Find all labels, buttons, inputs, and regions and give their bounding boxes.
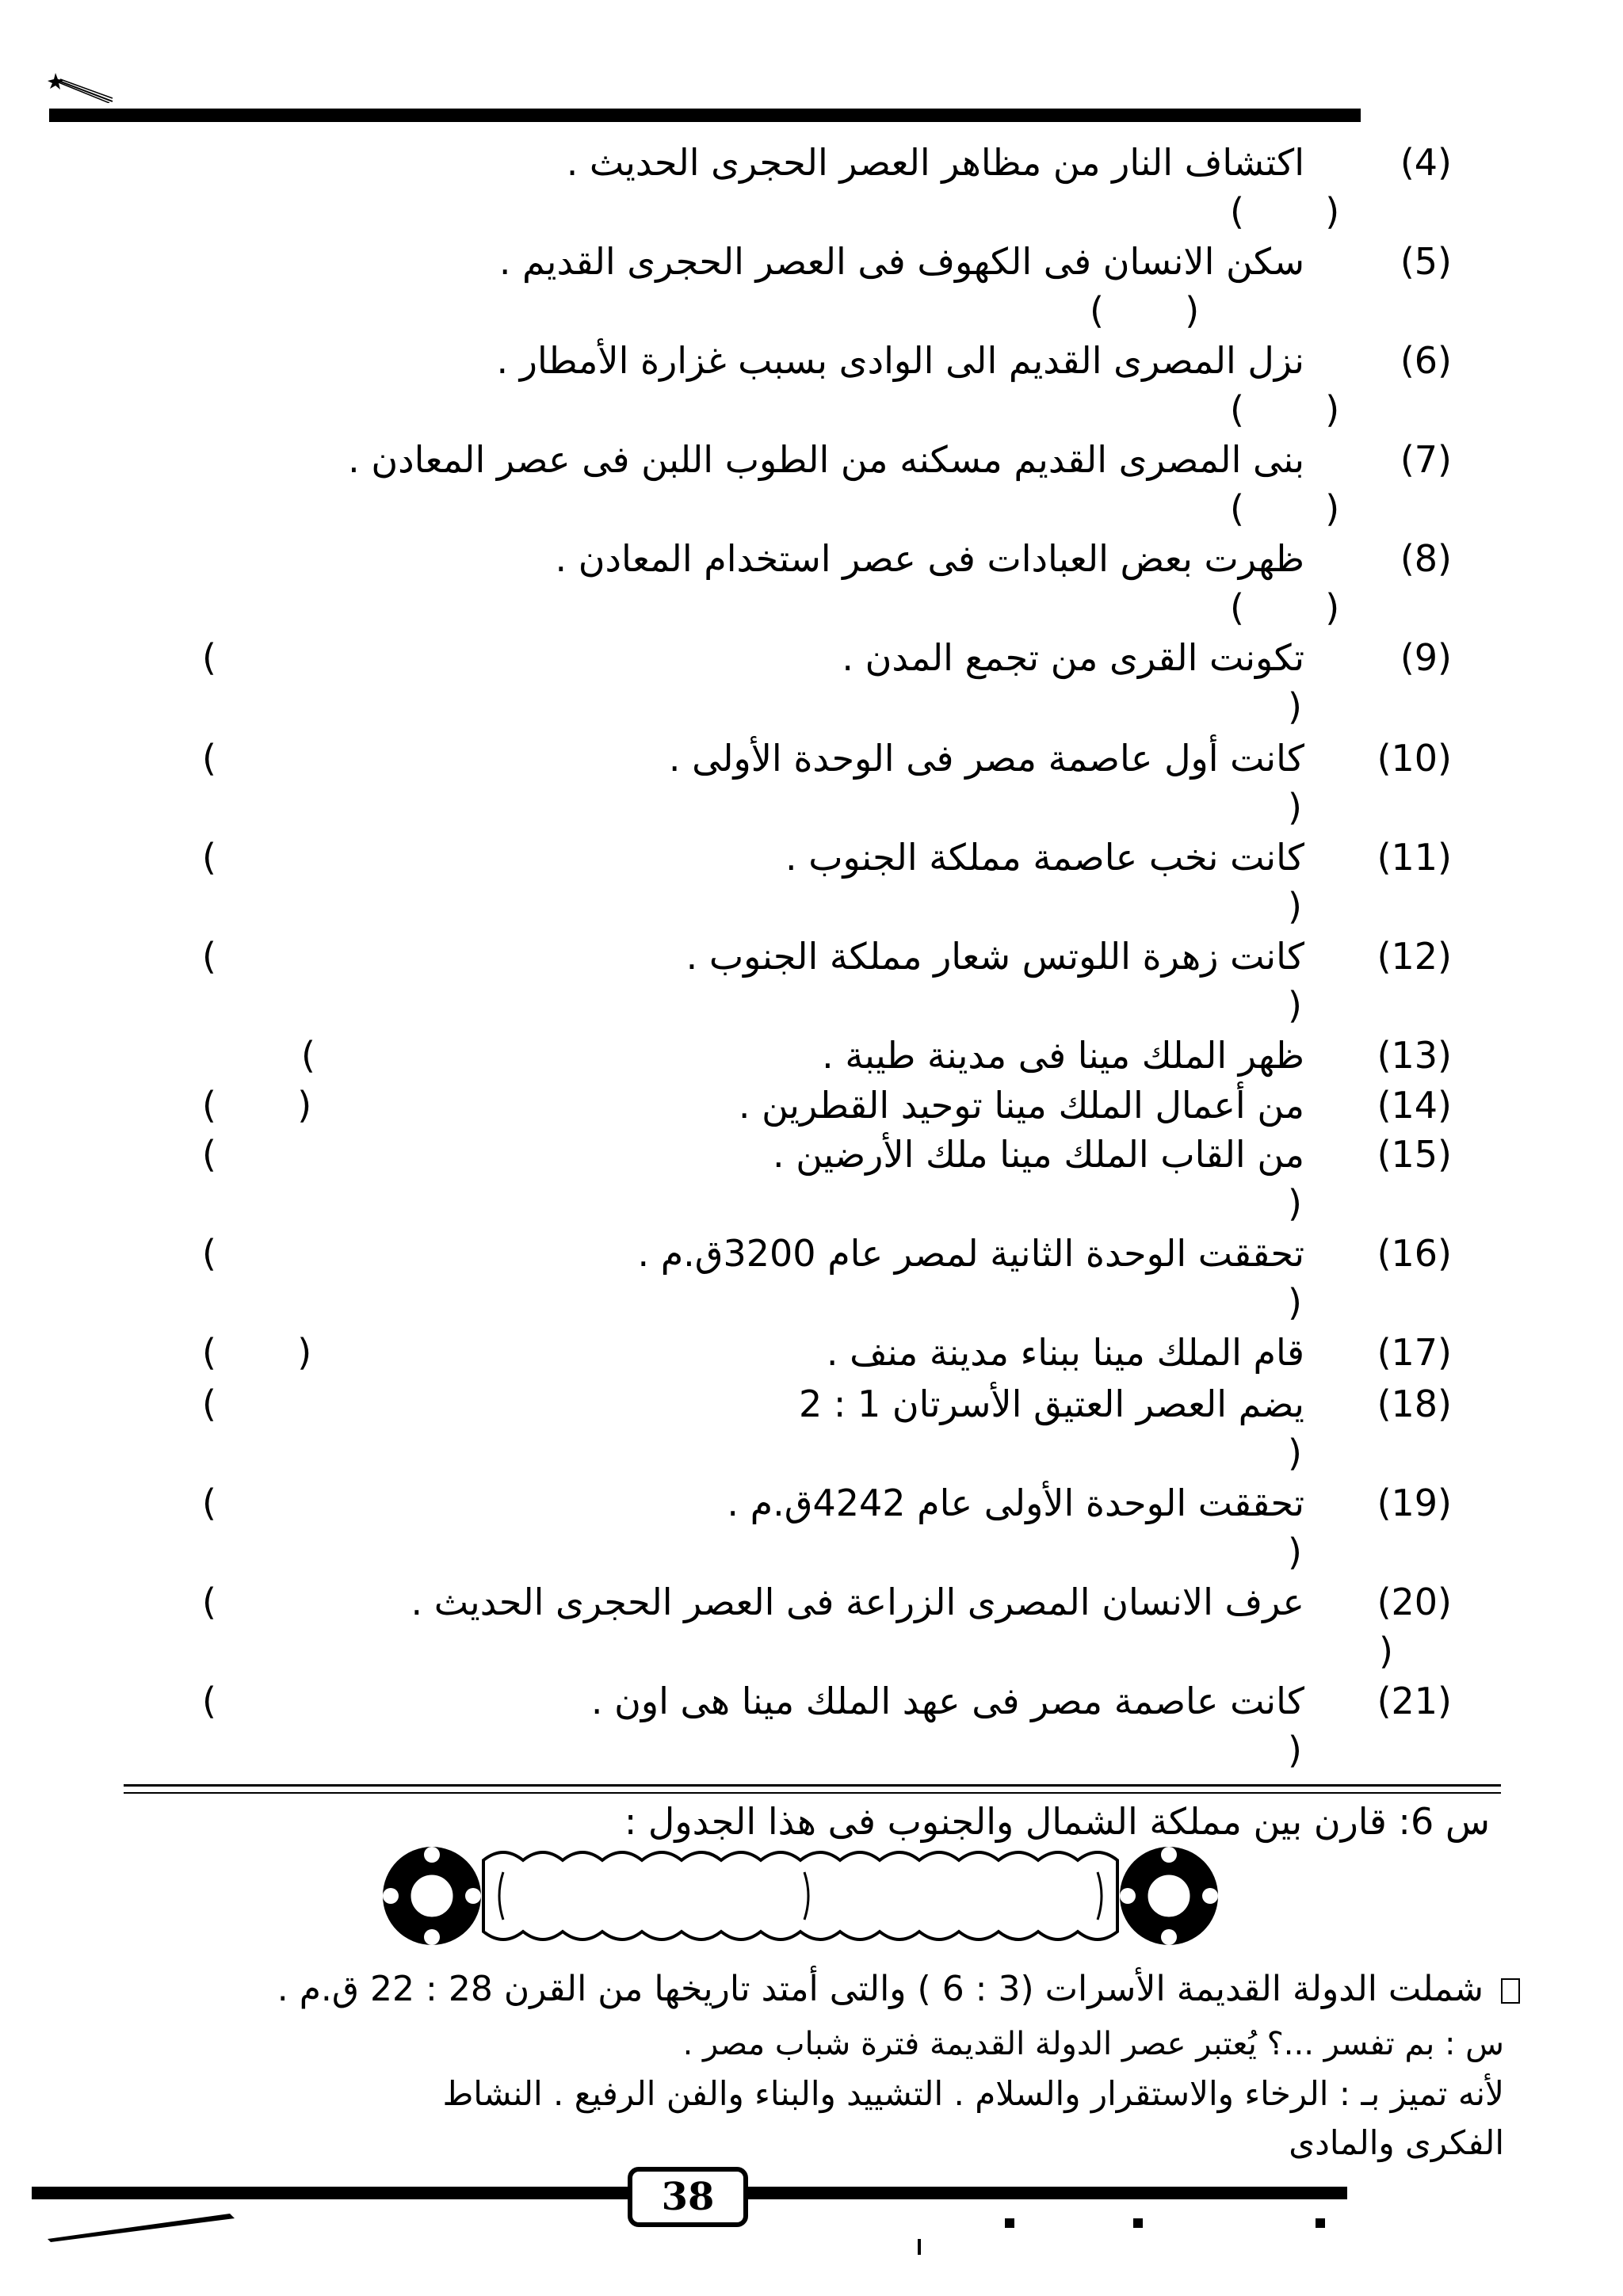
question-row bbox=[0, 636, 1623, 731]
question-number: (11) bbox=[1377, 836, 1452, 879]
answer-parenthesis: ) bbox=[1288, 786, 1302, 829]
question-number: (18) bbox=[1377, 1383, 1452, 1425]
answer-parenthesis: ( bbox=[202, 737, 216, 780]
answer-parenthesis: ( bbox=[202, 1383, 216, 1425]
question-row bbox=[0, 1482, 1623, 1577]
answer-parenthesis: ) bbox=[1288, 685, 1302, 728]
question-statement: كانت نخب عاصمة مملكة الجنوب . bbox=[785, 836, 1304, 879]
answer-parenthesis: ( bbox=[202, 935, 216, 978]
question-row bbox=[0, 1133, 1623, 1228]
question-row bbox=[0, 1383, 1623, 1478]
old-kingdom-line bbox=[277, 1969, 1520, 2009]
answer-parenthesis: ( bbox=[202, 636, 216, 679]
question-6: س 6: قارن بين مملكة الشمال والجنوب فى هذا الجدول : bbox=[624, 1800, 1490, 1843]
question-row bbox=[0, 141, 1623, 236]
question-row bbox=[0, 1581, 1623, 1676]
answer-parenthesis: ( bbox=[202, 1680, 216, 1722]
question-statement: نزل المصرى القديم الى الوادى بسبب غزارة الأمطار . bbox=[496, 339, 1304, 382]
question-statement: قام الملك مينا ببناء مدينة منف . bbox=[826, 1331, 1304, 1374]
section-divider bbox=[124, 1784, 1501, 1787]
decorative-banner bbox=[365, 1836, 1236, 1955]
question-statement: كانت زهرة اللوتس شعار مملكة الجنوب . bbox=[685, 935, 1304, 978]
answer-parenthesis: ( bbox=[202, 1482, 216, 1524]
explain-answer-line: لأنه تميز بـ : الرخاء والاستقرار والسلام . التشييد والبناء والفن الرفيع . النشاط bbox=[442, 2074, 1504, 2113]
shooting-star-icon bbox=[43, 63, 114, 103]
question-statement: بنى المصرى القديم مسكنه من الطوب اللبن فى عصر المعادن . bbox=[348, 438, 1304, 481]
explain-answer-line-2: الفكرى والمادى bbox=[1289, 2123, 1504, 2162]
decorative-dot bbox=[1316, 2218, 1325, 2228]
old-kingdom-text: شملت الدولة القديمة الأسرات (3 : 6 ) والتى أمتد تاريخها من القرن 28 : 22 ق.م . bbox=[277, 1969, 1495, 2009]
answer-parenthesis: ( ) bbox=[1230, 190, 1340, 233]
question-statement: يضم العصر العتيق الأسرتان 1 : 2 bbox=[798, 1383, 1304, 1425]
question-number: (14) bbox=[1377, 1084, 1452, 1127]
question-number: (9) bbox=[1400, 636, 1452, 679]
question-statement: عرف الانسان المصرى الزراعة فى العصر الحجرى الحديث . bbox=[411, 1581, 1304, 1623]
question-statement: ظهر الملك مينا فى مدينة طيبة . bbox=[822, 1034, 1304, 1077]
question-number: (12) bbox=[1377, 935, 1452, 978]
answer-parenthesis: ( ) bbox=[1230, 586, 1340, 629]
answer-parenthesis: ( bbox=[301, 1034, 315, 1077]
answer-parenthesis: ) bbox=[1288, 1531, 1302, 1573]
decorative-dot bbox=[1005, 2218, 1014, 2228]
question-number: (6) bbox=[1400, 339, 1452, 382]
question-number: (5) bbox=[1400, 240, 1452, 283]
question-number: (21) bbox=[1377, 1680, 1452, 1722]
square-bullet-icon bbox=[1501, 1978, 1520, 2004]
answer-parenthesis: ( bbox=[202, 1581, 216, 1623]
question-statement: ظهرت بعض العبادات فى عصر استخدام المعادن . bbox=[555, 537, 1304, 580]
answer-parenthesis: ( bbox=[202, 1232, 216, 1275]
answer-parenthesis: ) bbox=[1288, 885, 1302, 928]
question-row bbox=[0, 737, 1623, 832]
question-number: (7) bbox=[1400, 438, 1452, 481]
question-row bbox=[0, 240, 1623, 335]
page-number: 38 bbox=[628, 2167, 748, 2227]
answer-parenthesis: ( bbox=[202, 836, 216, 879]
question-number: (20) bbox=[1377, 1581, 1452, 1623]
top-divider bbox=[49, 109, 1361, 122]
answer-parenthesis: ) bbox=[1288, 984, 1302, 1027]
question-number: (17) bbox=[1377, 1331, 1452, 1374]
answer-parenthesis: ( bbox=[202, 1133, 216, 1176]
answer-parenthesis: ) bbox=[1288, 1281, 1302, 1324]
question-row bbox=[0, 1680, 1623, 1775]
question-statement: سكن الانسان فى الكهوف فى العصر الحجرى القديم . bbox=[498, 240, 1304, 283]
question-statement: اكتشاف النار من مظاهر العصر الحجرى الحديث . bbox=[566, 141, 1304, 184]
decorative-dot bbox=[1133, 2218, 1143, 2228]
answer-parenthesis: ( ) bbox=[1090, 289, 1200, 332]
answer-parenthesis: ) bbox=[1379, 1630, 1393, 1672]
question-row bbox=[0, 836, 1623, 931]
question-number: (8) bbox=[1400, 537, 1452, 580]
question-statement: تحققت الوحدة الثانية لمصر عام 3200ق.م . bbox=[637, 1232, 1304, 1275]
answer-parenthesis: ( ) bbox=[1230, 388, 1340, 431]
question-statement: كانت عاصمة مصر فى عهد الملك مينا هى اون . bbox=[590, 1680, 1304, 1722]
answer-parenthesis: ) bbox=[1288, 1182, 1302, 1225]
decorative-tick bbox=[918, 2239, 921, 2255]
question-number: (4) bbox=[1400, 141, 1452, 184]
question-number: (16) bbox=[1377, 1232, 1452, 1275]
question-statement: من القاب الملك مينا ملك الأرضين . bbox=[772, 1133, 1304, 1176]
question-row bbox=[0, 339, 1623, 434]
section-divider-thin bbox=[124, 1792, 1501, 1794]
answer-parenthesis: ( ) bbox=[202, 1084, 312, 1127]
question-statement: تكونت القرى من تجمع المدن . bbox=[842, 636, 1304, 679]
question-statement: تحققت الوحدة الأولى عام 4242ق.م . bbox=[727, 1482, 1304, 1524]
question-number: (15) bbox=[1377, 1133, 1452, 1176]
question-row bbox=[0, 537, 1623, 632]
question-statement: من أعمال الملك مينا توحيد القطرين . bbox=[738, 1084, 1304, 1127]
answer-parenthesis: ( ) bbox=[1230, 487, 1340, 530]
question-row bbox=[0, 438, 1623, 533]
explain-question: س : بم تفسر ...؟ يُعتبر عصر الدولة القديمة فترة شباب مصر . bbox=[682, 2026, 1504, 2062]
question-row bbox=[0, 1232, 1623, 1327]
question-number: (13) bbox=[1377, 1034, 1452, 1077]
answer-parenthesis: ) bbox=[1288, 1729, 1302, 1772]
answer-parenthesis: ( ) bbox=[202, 1331, 312, 1374]
question-row bbox=[0, 935, 1623, 1030]
question-number: (19) bbox=[1377, 1482, 1452, 1524]
answer-parenthesis: ) bbox=[1288, 1432, 1302, 1474]
question-number: (10) bbox=[1377, 737, 1452, 780]
decorative-slash-icon bbox=[48, 2210, 238, 2242]
question-statement: كانت أول عاصمة مصر فى الوحدة الأولى . bbox=[668, 737, 1304, 780]
